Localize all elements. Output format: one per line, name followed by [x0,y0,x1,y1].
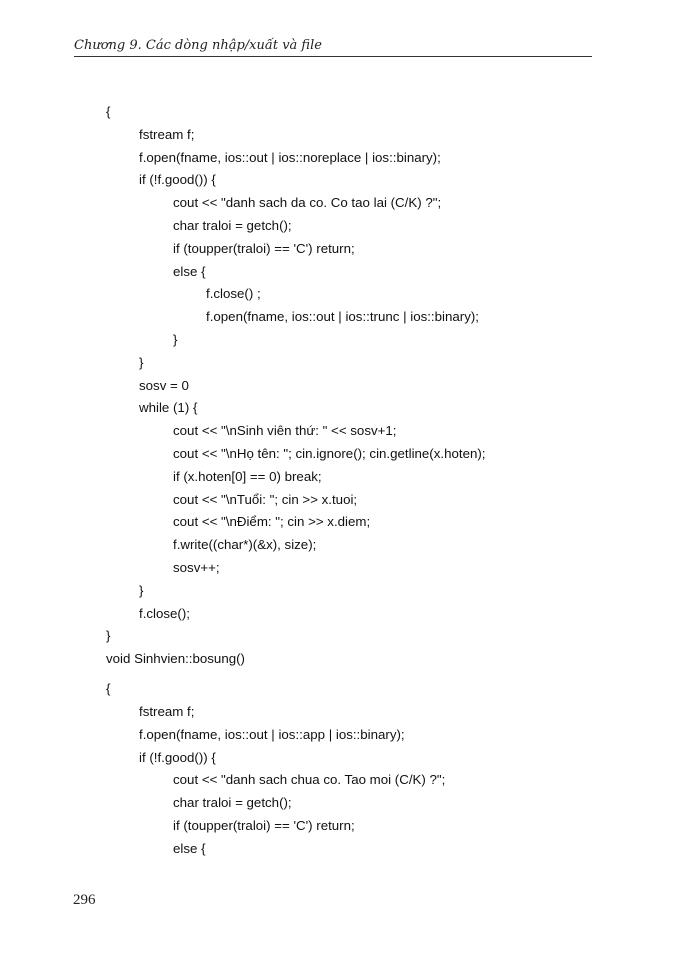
page-header: Chương 9. Các dòng nhập/xuất và file [74,38,322,53]
code-line: } [139,354,144,370]
code-line: char traloi = getch(); [173,217,292,233]
code-line: fstream f; [139,126,195,142]
code-line: if (x.hoten[0] == 0) break; [173,468,322,484]
code-line: cout << "\nTuổi: "; cin >> x.tuoi; [173,491,358,507]
code-line: sosv = 0 [139,377,189,393]
code-line: if (toupper(traloi) == 'C') return; [173,817,355,833]
code-line: if (toupper(traloi) == 'C') return; [173,240,355,256]
code-line: f.close() ; [206,286,261,302]
code-line: if (!f.good()) { [139,749,216,765]
code-line: f.open(fname, ios::out | ios::noreplace | ios::binary); [139,149,441,165]
code-line: f.open(fname, ios::out | ios::trunc | ios::binary); [206,309,479,325]
code-line: f.write((char*)(&x), size); [173,537,317,553]
code-line: void Sinhvien::bosung() [106,651,245,667]
code-block [106,101,485,861]
code-line: { [106,681,111,697]
code-line: f.close(); [139,605,190,621]
code-line: } [139,582,144,598]
code-line: sosv++; [173,559,220,575]
code-line: fstream f; [139,703,195,719]
code-line: } [173,331,178,347]
page-number: 296 [73,892,96,908]
code-line: if (!f.good()) { [139,172,216,188]
code-line: { [106,104,111,119]
code-line: while (1) { [139,400,198,416]
code-line: f.open(fname, ios::out | ios::app | ios::binary); [139,726,405,742]
code-line: else { [173,840,206,856]
code-line: cout << "\nĐiểm: "; cin >> x.diem; [173,514,371,530]
code-line: cout << "\nHọ tên: "; cin.ignore(); cin.getline(x.hoten); [173,445,486,461]
code-line: else { [173,263,206,279]
code-line: cout << "danh sach chua co. Tao moi (C/K) ?"; [173,772,446,788]
code-line: char traloi = getch(); [173,795,292,811]
code-line: cout << "danh sach da co. Co tao lai (C/K) ?"; [173,195,442,211]
header-rule [74,56,592,57]
code-line: } [106,628,111,644]
code-line: cout << "\nSinh viên thứ: " << sosv+1; [173,423,397,439]
